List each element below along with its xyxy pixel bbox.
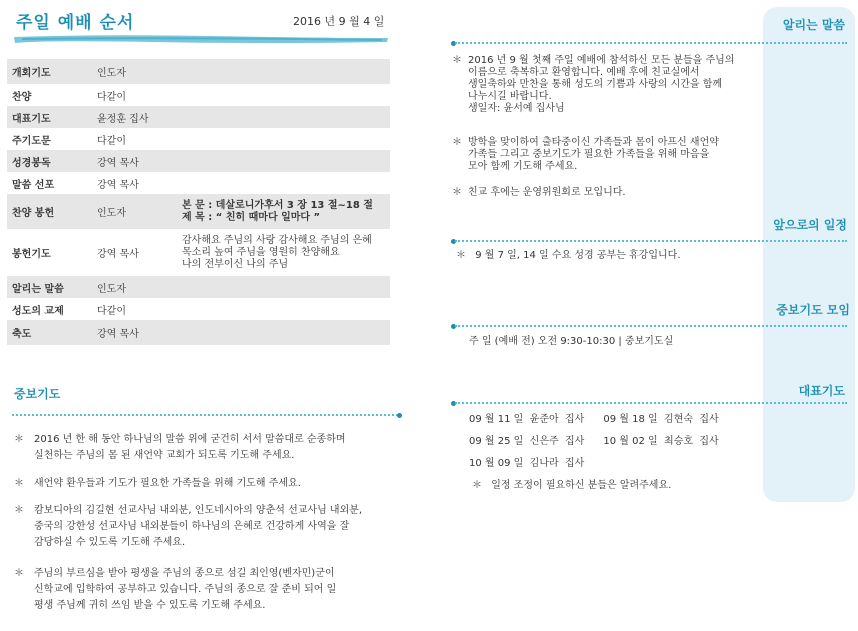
order-detail [177,229,390,276]
dotted-divider [455,402,847,404]
order-leader: 인도자 [92,194,177,229]
order-item: 찬양 봉헌 [7,194,92,229]
prayer-item [14,566,404,616]
bullet-star: ＊ [452,137,462,148]
order-detail [177,276,390,298]
prayer-line: 캄보디아의 김길현 선교사님 내외분, 인도네시아의 양춘석 선교사님 내외분, [34,505,363,516]
prayer-section-title: 중보기도 [14,387,61,401]
bullet-star: ＊ [14,568,24,579]
prayer-line: 주님의 부르심을 받아 평생을 주님의 종으로 섬길 최인영(벤자민)군이 [34,568,335,579]
order-detail [177,320,390,345]
order-item: 성도의 교제 [12,305,64,317]
order-row [7,84,390,106]
order-row [7,320,390,345]
order-row [7,229,390,276]
prayer-item [14,503,404,553]
prayer-meeting-text: 주 일 (예배 전) 오전 9:30-10:30 | 중보기도실 [469,336,674,347]
order-row [7,59,390,84]
bullet-star: ＊ [14,434,24,445]
announcement-line: 가족들 그리고 중보기도가 필요한 가족들을 위해 마음을 [468,149,710,160]
order-leader: 윤정훈 집사 [92,106,177,128]
announcement-item [452,55,762,125]
order-row [7,172,390,194]
order-leader: 다같이 [97,305,126,317]
side-panel [763,7,855,502]
schedule-title: 앞으로의 일정 [773,218,847,232]
announcement-line: 모아 함께 기도해 주세요. [468,161,578,172]
prayer-item [14,476,404,494]
announcement-line: 나누시길 바랍니다. [468,91,552,102]
bullet-star: ＊ [14,478,24,489]
dotted-divider [455,325,847,327]
order-item: 성경봉독 [7,150,92,172]
order-leader: 다같이 [97,135,126,147]
announcement-item [452,187,762,201]
prayer-line: 새언약 환우들과 기도가 필요한 가족들을 위해 기도해 주세요. [34,478,301,489]
announcement-line: 2016 년 9 월 첫째 주일 예배에 참석하신 모든 분들을 주님의 [468,55,735,66]
order-item: 대표기도 [7,106,92,128]
representative-row: 10 월 09 일 김나라 집사 [469,458,585,469]
prayer-line: 감당하실 수 있도록 기도해 주세요. [34,537,186,548]
hymn-line: 목소리 높여 주님을 영원히 찬양해요 [182,246,340,258]
order-row [7,106,390,128]
hymn-line: 나의 전부이신 나의 주님 [182,258,289,270]
prayer-item [14,432,404,466]
announcement-line: 생일자: 윤서예 집사님 [468,103,565,114]
order-leader: 강역 목사 [97,179,139,191]
note-text: 일정 조정이 필요하신 분들은 알려주세요. [491,480,672,491]
hymn-line: 감사해요 주님의 사랑 감사해요 주님의 은혜 [182,234,372,246]
order-detail [177,194,390,229]
sermon-title: 제 목 : “ 친히 때마다 일마다 ” [182,211,321,223]
order-item: 주기도문 [12,135,51,147]
page-title: 주일 예배 순서 [16,13,135,33]
order-row [7,150,390,172]
order-detail [177,172,390,194]
dotted-divider [455,240,847,242]
order-item: 알리는 말씀 [7,276,92,298]
service-date: 2016 년 9 월 4 일 [293,15,385,28]
order-detail [177,298,390,320]
order-detail [177,150,390,172]
order-item: 축도 [7,320,92,345]
representative-prayer-title: 대표기도 [798,384,845,398]
order-leader: 인도자 [92,59,177,84]
bullet-star: ＊ [472,480,482,491]
dotted-divider [455,42,847,44]
order-item: 봉헌기도 [12,249,51,260]
bullet-star: ＊ [456,250,466,261]
order-leader: 강역 목사 [92,320,177,345]
order-leader: 강역 목사 [97,249,139,260]
order-detail [177,59,390,84]
representative-row: 09 월 11 일 윤준아 집사 09 월 18 일 김현숙 집사 [469,414,719,425]
worship-order-table [7,59,390,345]
scripture-reference: 본 문 : 데살로니가후서 3 장 13 절~18 절 [182,199,373,211]
order-detail [177,128,390,150]
order-detail [177,84,390,106]
prayer-line: 2016 년 한 해 동안 하나님의 말씀 위에 굳건히 서서 말씀대로 순종하며 [34,434,346,445]
representative-row: 09 월 25 일 신은주 집사 10 월 02 일 최승호 집사 [469,436,719,447]
order-item: 개회기도 [7,59,92,84]
order-detail [177,106,390,128]
announcement-line: 생일축하와 만찬을 통해 성도의 기쁨과 사랑의 시간을 함께 [468,79,723,90]
announcements-title: 알리는 말씀 [782,18,845,32]
prayer-line: 중국의 강한성 선교사님 내외분들이 하나님의 은혜로 건강하게 사역을 잘 [34,521,350,532]
order-row [7,298,390,320]
prayer-line: 평생 주님께 귀히 쓰임 받을 수 있도록 기도해 주세요. [34,600,266,611]
bullet-star: ＊ [14,505,24,516]
divider-dot [397,413,402,418]
representative-note [472,480,762,492]
order-item: 찬양 [12,91,32,103]
schedule-text: 9 월 7 일, 14 일 수요 성경 공부는 휴강입니다. [475,250,681,261]
bullet-star: ＊ [452,55,462,66]
schedule-item [456,250,756,262]
prayer-meeting-title: 중보기도 모임 [776,303,850,317]
prayer-line: 신학교에 입학하여 공부하고 있습니다. 주님의 종으로 잘 준비 되어 일 [34,584,337,595]
order-row [7,276,390,298]
order-item: 말씀 선포 [12,179,55,191]
dotted-divider [12,414,398,416]
brush-underline [12,32,390,46]
order-row [7,194,390,229]
announcement-line: 방학을 맞이하여 출타중이신 가족들과 몸이 아프신 새언약 [468,137,719,148]
announcement-item [452,137,762,177]
prayer-line: 실천하는 주님의 몸 된 새언약 교회가 되도록 기도해 주세요. [34,450,295,461]
announcement-line: 친교 후에는 운영위원회로 모입니다. [468,187,626,198]
bullet-star: ＊ [452,187,462,198]
order-leader: 다같이 [97,91,126,103]
order-leader: 인도자 [92,276,177,298]
announcement-line: 이름으로 축복하고 환영합니다. 예배 후에 친교실에서 [468,67,700,78]
order-row [7,128,390,150]
order-leader: 강역 목사 [92,150,177,172]
